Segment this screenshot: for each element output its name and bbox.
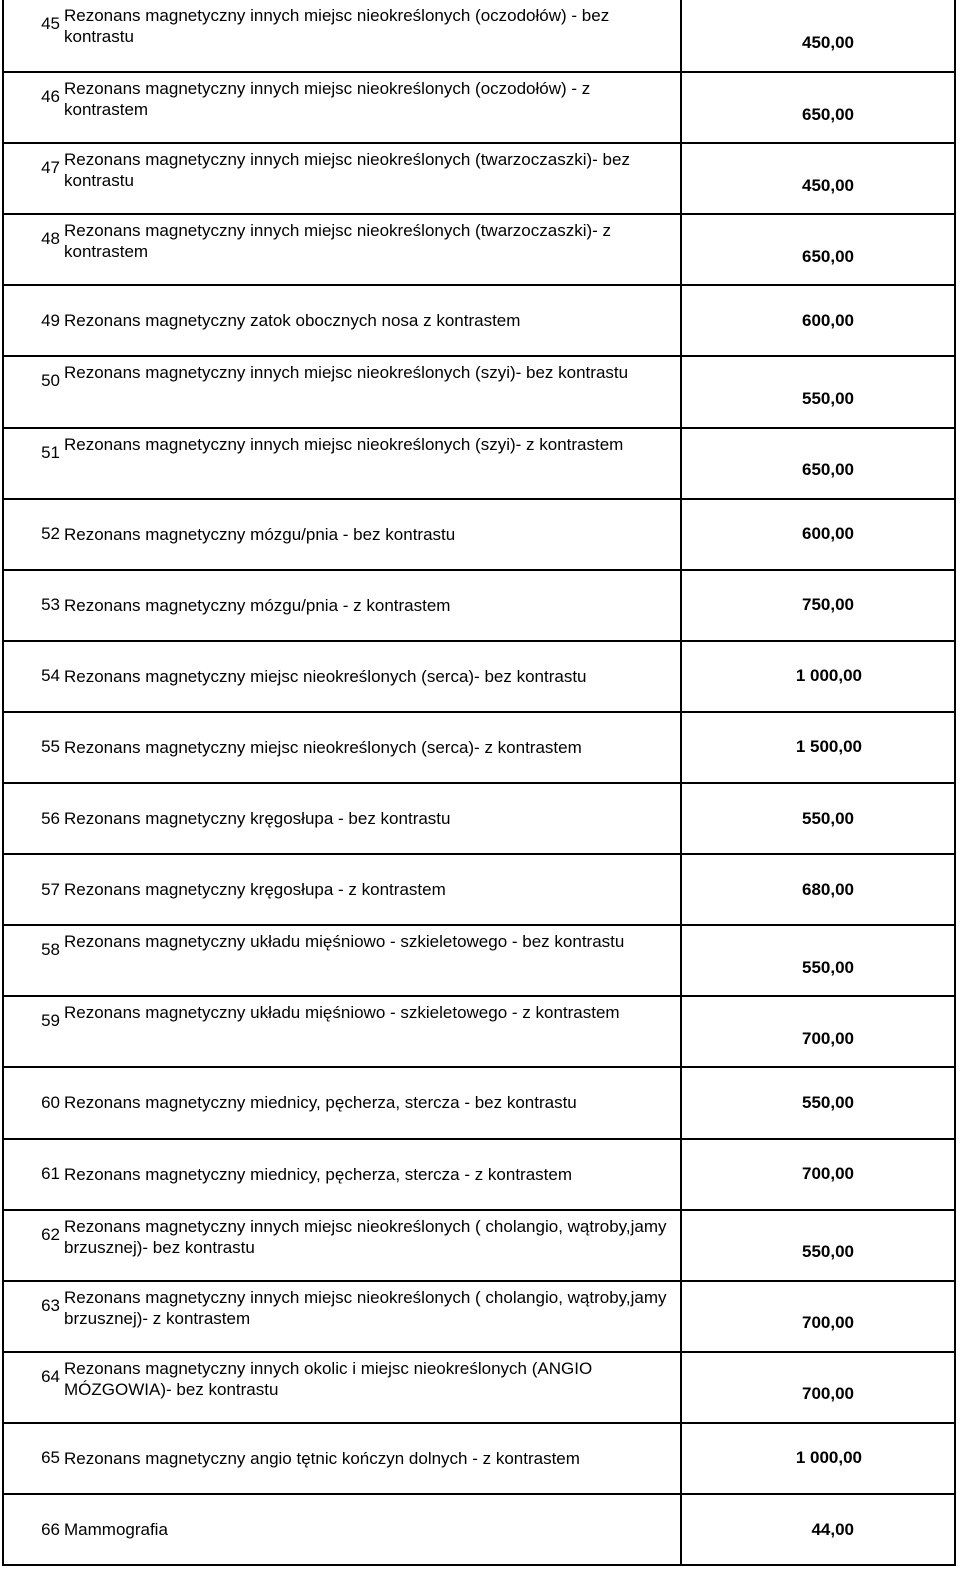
table-row [4, 0, 954, 71]
row-number: 66 [41, 1519, 60, 1539]
procedure-description: Rezonans magnetyczny miejsc nieokreślonych (serca)- z kontrastem [64, 737, 582, 757]
price-cell: 450,00 [802, 175, 854, 195]
table-row [4, 142, 954, 213]
table-row [4, 1209, 954, 1280]
table-row [4, 1422, 954, 1493]
row-number: 53 [41, 595, 60, 615]
price-cell: 550,00 [802, 1242, 854, 1262]
table-row [4, 355, 954, 426]
table-row [4, 213, 954, 284]
procedure-cell [4, 997, 682, 1066]
row-number: 57 [41, 879, 60, 899]
table-row [4, 924, 954, 995]
row-number: 54 [41, 666, 60, 686]
table-row [4, 640, 954, 711]
price-cell: 550,00 [802, 1092, 854, 1112]
price-cell: 650,00 [802, 460, 854, 480]
table-row [4, 853, 954, 924]
table-row [4, 569, 954, 640]
price-cell: 1 500,00 [795, 737, 862, 757]
procedure-description: Rezonans magnetyczny mózgu/pnia - bez kontrastu [64, 524, 456, 544]
row-number: 46 [41, 87, 60, 107]
price-table [2, 0, 956, 1566]
row-number: 64 [41, 1366, 60, 1386]
row-number: 59 [41, 1011, 60, 1031]
price-cell: 550,00 [802, 808, 854, 828]
procedure-cell [4, 73, 682, 142]
table-row [4, 1351, 954, 1422]
price-cell: 600,00 [802, 310, 854, 330]
row-number: 61 [41, 1164, 60, 1184]
procedure-description: Rezonans magnetyczny kręgosłupa - z kontrastem [64, 880, 446, 900]
procedure-cell [4, 1495, 682, 1564]
table-row [4, 995, 954, 1066]
procedure-cell [4, 215, 682, 284]
procedure-description: Rezonans magnetyczny mózgu/pnia - z kontrastem [64, 595, 451, 615]
row-number: 52 [41, 524, 60, 544]
row-number: 62 [41, 1224, 60, 1244]
procedure-description: Rezonans magnetyczny innych miejsc nieokreślonych ( cholangio, wątroby,jamy brzusznej)- bez kontrastu [64, 1216, 667, 1257]
procedure-cell [4, 1068, 682, 1137]
procedure-description: Rezonans magnetyczny innych miejsc nieokreślonych (oczodołów) - bez kontrastu [64, 6, 610, 46]
row-number: 58 [41, 940, 60, 960]
procedure-cell [4, 1282, 682, 1351]
row-number: 65 [41, 1448, 60, 1468]
price-cell: 680,00 [802, 879, 854, 899]
row-number: 49 [41, 310, 60, 330]
price-cell: 700,00 [802, 1028, 854, 1048]
procedure-description: Rezonans magnetyczny innych okolic i miejsc nieokreślonych (ANGIO MÓZGOWIA)- bez kontrastu [64, 1358, 593, 1399]
price-cell: 650,00 [802, 246, 854, 266]
price-cell: 1 000,00 [795, 1448, 862, 1468]
procedure-cell [4, 1353, 682, 1422]
price-cell: 44,00 [811, 1519, 854, 1539]
price-cell: 700,00 [802, 1384, 854, 1404]
procedure-cell [4, 429, 682, 498]
procedure-cell [4, 784, 682, 853]
row-number: 47 [41, 158, 60, 178]
procedure-description: Rezonans magnetyczny kręgosłupa - bez kontrastu [64, 809, 451, 829]
procedure-description: Rezonans magnetyczny innych miejsc nieokreślonych (oczodołów) - z kontrastem [64, 79, 591, 120]
procedure-description: Mammografia [64, 1520, 168, 1540]
table-row [4, 498, 954, 569]
procedure-description: Rezonans magnetyczny układu mięśniowo - szkieletowego - bez kontrastu [64, 932, 625, 952]
table-row [4, 1493, 954, 1564]
table-row [4, 284, 954, 355]
table-row [4, 782, 954, 853]
procedure-description: Rezonans magnetyczny innych miejsc nieokreślonych (szyi)- bez kontrastu [64, 363, 629, 383]
table-row [4, 711, 954, 782]
price-cell: 600,00 [802, 524, 854, 544]
procedure-description: Rezonans magnetyczny innych miejsc nieokreślonych ( cholangio, wątroby,jamy brzusznej)- z kontrastem [64, 1287, 667, 1328]
procedure-cell [4, 855, 682, 924]
procedure-description: Rezonans magnetyczny innych miejsc nieokreślonych (twarzoczaszki)- bez kontrastu [64, 150, 630, 191]
row-number: 55 [41, 737, 60, 757]
procedure-description: Rezonans magnetyczny układu mięśniowo - szkieletowego - z kontrastem [64, 1003, 620, 1023]
procedure-cell [4, 642, 682, 711]
price-cell: 750,00 [802, 595, 854, 615]
procedure-cell [4, 357, 682, 426]
procedure-cell [4, 1424, 682, 1493]
price-cell: 700,00 [802, 1313, 854, 1333]
row-number: 51 [41, 442, 60, 462]
table-row [4, 1280, 954, 1351]
procedure-cell [4, 286, 682, 355]
row-number: 48 [41, 229, 60, 249]
procedure-cell [4, 144, 682, 213]
procedure-cell [4, 500, 682, 569]
table-row [4, 71, 954, 142]
table-row [4, 427, 954, 498]
row-number: 63 [41, 1295, 60, 1315]
price-cell: 550,00 [802, 389, 854, 409]
procedure-cell [4, 571, 682, 640]
procedure-description: Rezonans magnetyczny miednicy, pęcherza, stercza - bez kontrastu [64, 1093, 577, 1113]
table-row [4, 1138, 954, 1209]
row-number: 60 [41, 1092, 60, 1112]
procedure-description: Rezonans magnetyczny zatok obocznych nosa z kontrastem [64, 311, 521, 331]
price-cell: 450,00 [802, 32, 854, 52]
procedure-description: Rezonans magnetyczny innych miejsc nieokreślonych (twarzoczaszki)- z kontrastem [64, 221, 612, 262]
table-row [4, 1066, 954, 1137]
row-number: 56 [41, 808, 60, 828]
price-cell: 1 000,00 [795, 666, 862, 686]
price-cell: 700,00 [802, 1164, 854, 1184]
row-number: 50 [41, 371, 60, 391]
price-cell: 550,00 [802, 957, 854, 977]
row-number: 45 [41, 14, 60, 33]
procedure-cell [4, 1140, 682, 1209]
procedure-cell [4, 0, 682, 71]
procedure-cell [4, 926, 682, 995]
procedure-description: Rezonans magnetyczny miejsc nieokreślonych (serca)- bez kontrastu [64, 666, 587, 686]
procedure-cell [4, 713, 682, 782]
procedure-cell [4, 1211, 682, 1280]
procedure-description: Rezonans magnetyczny miednicy, pęcherza, stercza - z kontrastem [64, 1164, 573, 1184]
procedure-description: Rezonans magnetyczny innych miejsc nieokreślonych (szyi)- z kontrastem [64, 434, 624, 454]
procedure-description: Rezonans magnetyczny angio tętnic kończyn dolnych - z kontrastem [64, 1448, 580, 1468]
price-cell: 650,00 [802, 104, 854, 124]
